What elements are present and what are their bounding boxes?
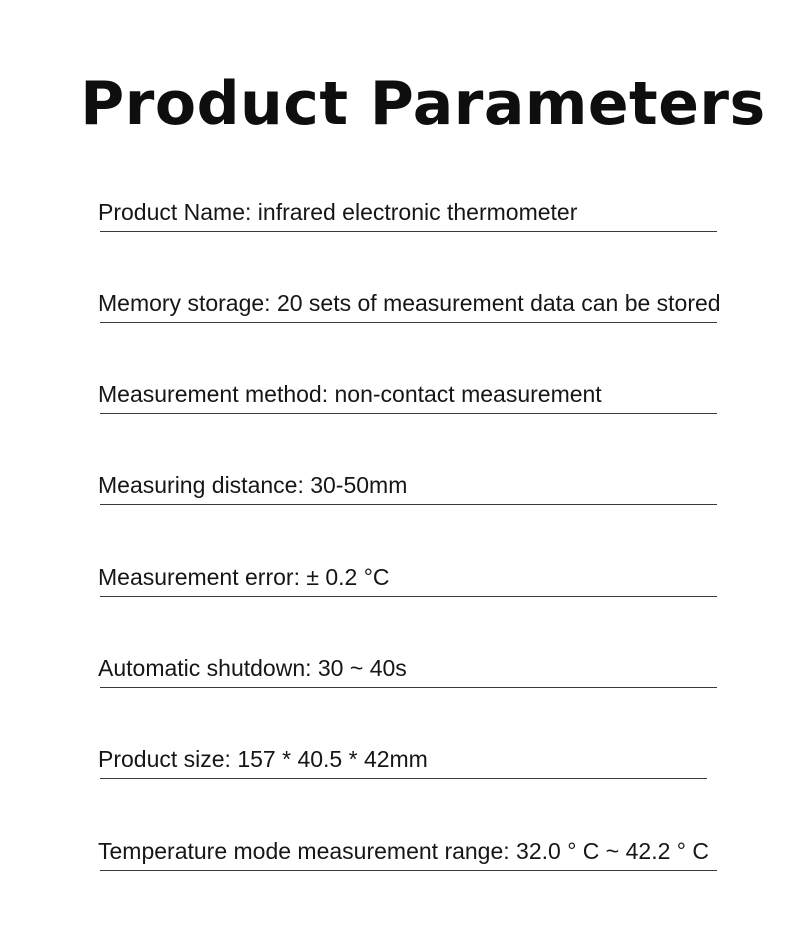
param-row-product-name [98,196,717,232]
divider-line [100,504,717,505]
param-row-temperature-range [98,835,717,871]
param-text: Measurement error: ± 0.2 °C [98,564,390,590]
divider-line [100,870,717,871]
param-text: Product size: 157 * 40.5 * 42mm [98,746,428,772]
divider-line [100,687,717,688]
divider-line [100,322,717,323]
divider-line [100,596,717,597]
param-text: Measurement method: non-contact measurement [98,381,602,407]
param-row-product-size [98,743,717,779]
param-row-measuring-distance [98,469,717,505]
param-text: Temperature mode measurement range: 32.0 ° C ~ 42.2 ° C [98,838,709,864]
param-row-memory-storage [98,287,721,323]
divider-line [100,778,707,779]
param-row-automatic-shutdown [98,652,717,688]
divider-line [100,413,717,414]
param-row-measurement-error [98,561,717,597]
param-text: Measuring distance: 30-50mm [98,472,408,498]
param-text: Automatic shutdown: 30 ~ 40s [98,655,407,681]
divider-line [100,231,717,232]
param-row-measurement-method [98,378,717,414]
param-text: Memory storage: 20 sets of measurement data can be stored [98,290,721,316]
page-title: Product Parameters [80,69,766,139]
param-text: Product Name: infrared electronic thermometer [98,199,578,225]
